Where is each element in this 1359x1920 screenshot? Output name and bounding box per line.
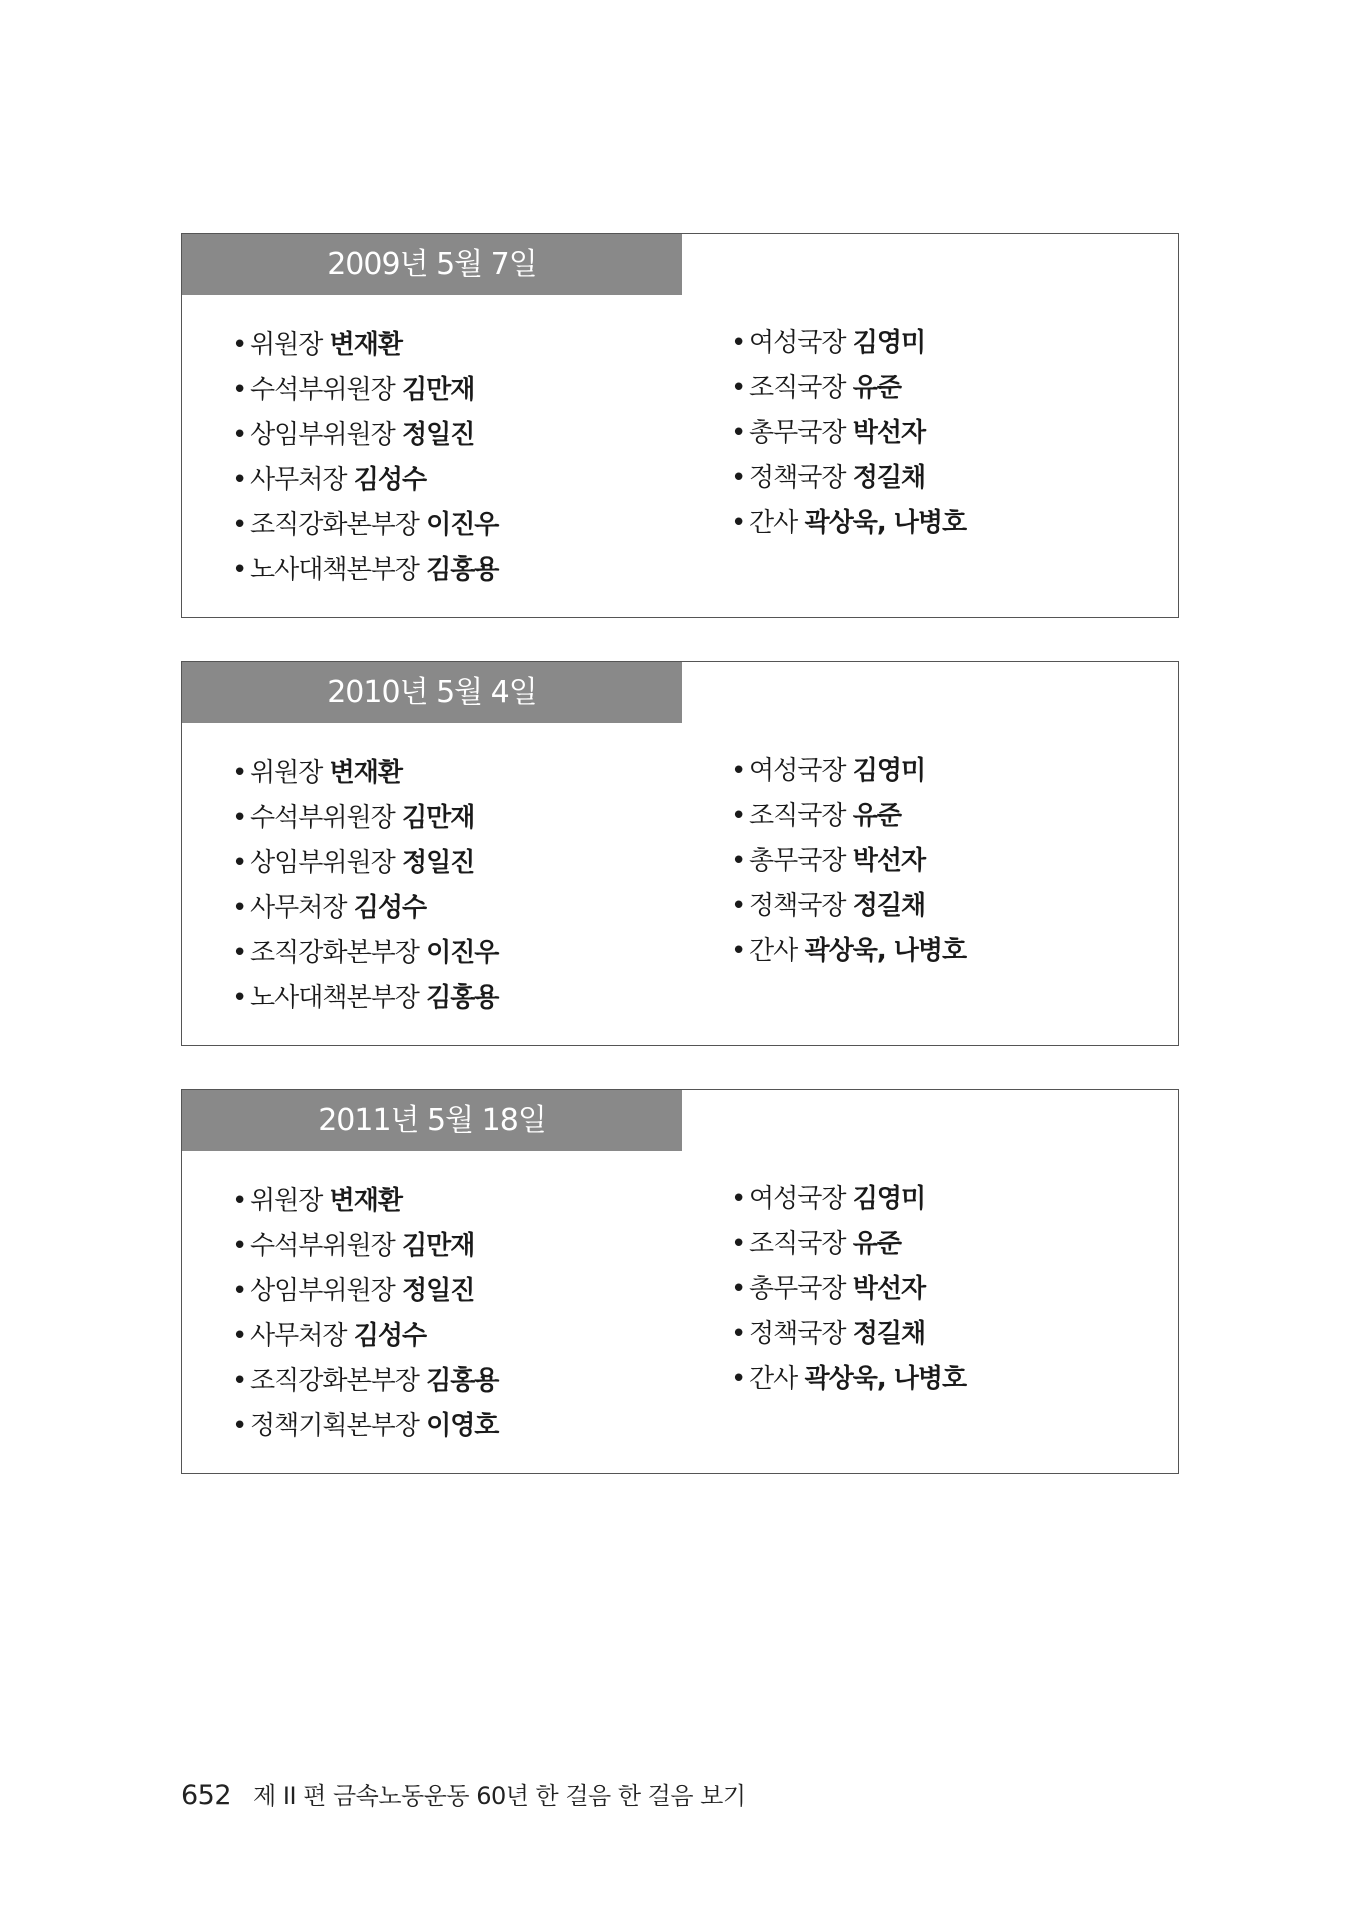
role-label: 상임부위원장 [250,420,395,450]
role-label: 노사대책본부장 [250,555,419,585]
person-name: 박선자 [852,418,926,448]
list-item: • 정책기획본부장 이영호 [232,1411,499,1441]
left-member-list [232,1179,498,1449]
person-name: 김만재 [401,803,475,833]
role-label: 간사 [749,1364,798,1394]
list-item: • 수석부위원장 김만재 [232,1231,475,1261]
role-label: 총무국장 [749,846,846,876]
section-box-2010 [181,661,1179,1046]
list-item: • 여성국장 김영미 [731,756,926,786]
role-label: 수석부위원장 [250,1231,395,1261]
left-member-list [232,323,498,593]
role-label: 수석부위원장 [250,803,395,833]
role-label: 여성국장 [749,1184,846,1214]
role-label: 총무국장 [749,1274,846,1304]
list-item: • 정책국장 정길채 [731,891,926,921]
role-label: 조직국장 [749,1229,846,1259]
role-label: 여성국장 [749,756,846,786]
person-name: 김홍용 [426,983,499,1013]
left-member-list [232,751,498,1021]
list-item: • 사무처장 김성수 [232,1321,427,1351]
role-label: 여성국장 [749,328,846,358]
list-item: • 위원장 변재환 [232,758,402,788]
role-label: 위원장 [250,758,323,788]
page-footer [181,1776,746,1811]
person-name: 유준 [852,801,901,831]
person-name: 곽상욱, 나병호 [804,1364,967,1394]
person-name: 이진우 [426,938,499,968]
person-name: 이진우 [426,510,499,540]
role-label: 정책국장 [749,463,846,493]
person-name: 김성수 [353,893,427,923]
footer-running-title: 제 II 편 금속노동운동 60년 한 걸음 한 걸음 보기 [253,1782,746,1810]
list-item: • 사무처장 김성수 [232,893,427,923]
list-item: • 노사대책본부장 김홍용 [232,983,499,1013]
right-member-list [731,321,966,546]
person-name: 박선자 [852,1274,926,1304]
list-item: • 여성국장 김영미 [731,1184,926,1214]
person-name: 정일진 [401,1276,475,1306]
page-number: 652 [181,1780,232,1811]
person-name: 곽상욱, 나병호 [804,936,967,966]
list-item: • 수석부위원장 김만재 [232,375,475,405]
list-item: • 위원장 변재환 [232,1186,402,1216]
list-item: • 조직국장 유준 [731,801,901,831]
list-item: • 여성국장 김영미 [731,328,926,358]
role-label: 조직국장 [749,373,846,403]
role-label: 위원장 [250,330,323,360]
list-item: • 간사 곽상욱, 나병호 [731,1364,967,1394]
role-label: 사무처장 [250,893,347,923]
role-label: 조직강화본부장 [250,1366,419,1396]
list-item: • 조직국장 유준 [731,1229,901,1259]
person-name: 이영호 [426,1411,499,1441]
list-item: • 조직강화본부장 이진우 [232,510,499,540]
role-label: 조직강화본부장 [250,938,419,968]
list-item: • 사무처장 김성수 [232,465,427,495]
person-name: 정길채 [852,1319,926,1349]
section-box-2009 [181,233,1179,618]
right-member-list [731,1177,966,1402]
person-name: 변재환 [329,758,402,788]
role-label: 정책국장 [749,891,846,921]
list-item: • 총무국장 박선자 [731,846,926,876]
role-label: 정책기획본부장 [250,1411,419,1441]
person-name: 정일진 [401,420,475,450]
list-item: • 노사대책본부장 김홍용 [232,555,499,585]
list-item: • 간사 곽상욱, 나병호 [731,936,967,966]
role-label: 조직국장 [749,801,846,831]
list-item: • 조직국장 유준 [731,373,901,403]
list-item: • 총무국장 박선자 [731,418,926,448]
person-name: 유준 [852,373,901,403]
list-item: • 총무국장 박선자 [731,1274,926,1304]
list-item: • 상임부위원장 정일진 [232,420,475,450]
section-box-2011 [181,1089,1179,1474]
list-item: • 정책국장 정길채 [731,463,926,493]
person-name: 김홍용 [426,1366,499,1396]
role-label: 조직강화본부장 [250,510,419,540]
role-label: 위원장 [250,1186,323,1216]
list-item: • 상임부위원장 정일진 [232,848,475,878]
person-name: 변재환 [329,330,402,360]
person-name: 박선자 [852,846,926,876]
list-item: • 조직강화본부장 김홍용 [232,1366,499,1396]
role-label: 사무처장 [250,465,347,495]
person-name: 김홍용 [426,555,499,585]
person-name: 정길채 [852,891,926,921]
person-name: 김영미 [852,328,926,358]
list-item: • 위원장 변재환 [232,330,402,360]
role-label: 사무처장 [250,1321,347,1351]
person-name: 김성수 [353,465,427,495]
section-date-header: 2009년 5월 7일 [182,234,682,295]
person-name: 김영미 [852,756,926,786]
list-item: • 간사 곽상욱, 나병호 [731,508,967,538]
person-name: 김영미 [852,1184,926,1214]
person-name: 정일진 [401,848,475,878]
person-name: 유준 [852,1229,901,1259]
person-name: 변재환 [329,1186,402,1216]
section-date-header: 2010년 5월 4일 [182,662,682,723]
list-item: • 정책국장 정길채 [731,1319,926,1349]
role-label: 상임부위원장 [250,848,395,878]
person-name: 김성수 [353,1321,427,1351]
list-item: • 상임부위원장 정일진 [232,1276,475,1306]
role-label: 간사 [749,508,798,538]
section-date-header: 2011년 5월 18일 [182,1090,682,1151]
list-item: • 수석부위원장 김만재 [232,803,475,833]
person-name: 정길채 [852,463,926,493]
person-name: 곽상욱, 나병호 [804,508,967,538]
role-label: 노사대책본부장 [250,983,419,1013]
role-label: 정책국장 [749,1319,846,1349]
person-name: 김만재 [401,375,475,405]
role-label: 간사 [749,936,798,966]
list-item: • 조직강화본부장 이진우 [232,938,499,968]
person-name: 김만재 [401,1231,475,1261]
role-label: 상임부위원장 [250,1276,395,1306]
role-label: 총무국장 [749,418,846,448]
role-label: 수석부위원장 [250,375,395,405]
right-member-list [731,749,966,974]
